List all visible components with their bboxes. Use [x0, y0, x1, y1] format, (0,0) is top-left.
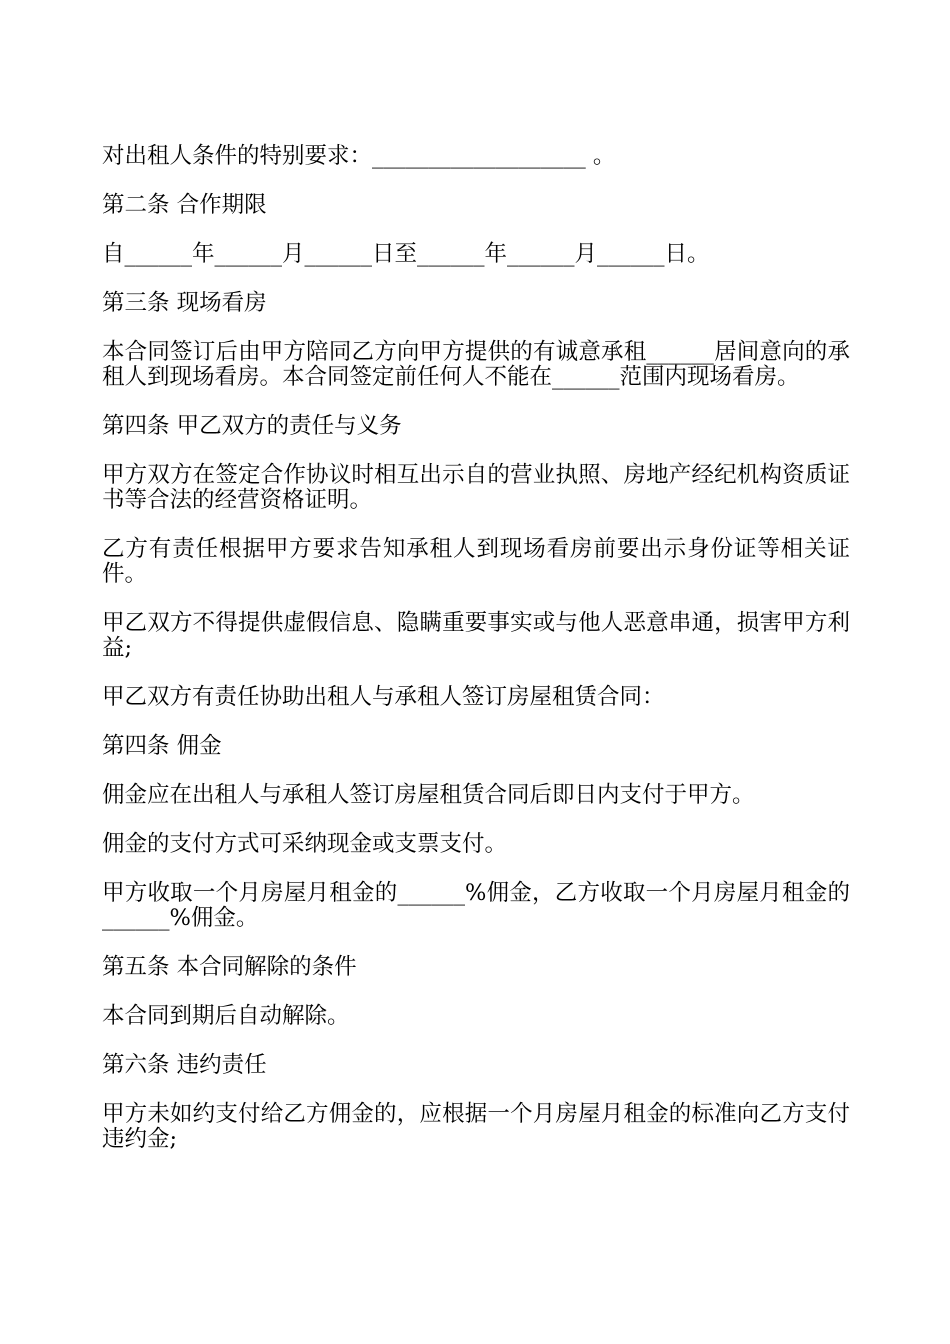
heading-article-4-duties: 第四条 甲乙双方的责任与义务 [102, 413, 402, 439]
paragraph-commission-timing: 佣金应在出租人与承租人签订房屋租赁合同后即日内支付于甲方。 [102, 782, 755, 808]
paragraph-duty-no-false-info: 甲乙双方不得提供虚假信息、隐瞒重要事实或与他人恶意串通，损害甲方利益; [102, 610, 850, 661]
paragraph-duty-licenses: 甲方双方在签定合作协议时相互出示自的营业执照、房地产经纪机构资质证书等合法的经营资格证明。 [102, 462, 850, 513]
paragraph-duty-id: 乙方有责任根据甲方要求告知承租人到现场看房前要出示身份证等相关证件。 [102, 536, 850, 587]
heading-article-2: 第二条 合作期限 [102, 192, 267, 218]
paragraph-cooperation-period: 自______年______月______日至______年______月______日。 [102, 241, 710, 267]
paragraph-commission-method: 佣金的支付方式可采纳现金或支票支付。 [102, 831, 508, 857]
paragraph-lessor-requirements: 对出租人条件的特别要求：___________________ 。 [102, 143, 616, 169]
heading-article-5: 第五条 本合同解除的条件 [102, 954, 357, 980]
heading-article-4-commission: 第四条 佣金 [102, 733, 222, 759]
paragraph-termination: 本合同到期后自动解除。 [102, 1003, 350, 1029]
heading-article-3: 第三条 现场看房 [102, 290, 267, 316]
document-page [102, 144, 850, 1176]
paragraph-commission-rate: 甲方收取一个月房屋月租金的______%佣金，乙方收取一个月房屋月租金的______%佣金。 [102, 880, 850, 931]
paragraph-breach-liability: 甲方未如约支付给乙方佣金的，应根据一个月房屋月租金的标准向乙方支付违约金; [102, 1101, 850, 1152]
paragraph-site-viewing: 本合同签订后由甲方陪同乙方向甲方提供的有诚意承租______居间意向的承租人到现场看房。本合同签定前任何人不能在______范围内现场看房。 [102, 339, 850, 390]
paragraph-duty-assist-contract: 甲乙双方有责任协助出租人与承租人签订房屋租赁合同： [102, 684, 665, 710]
heading-article-6: 第六条 违约责任 [102, 1052, 267, 1078]
